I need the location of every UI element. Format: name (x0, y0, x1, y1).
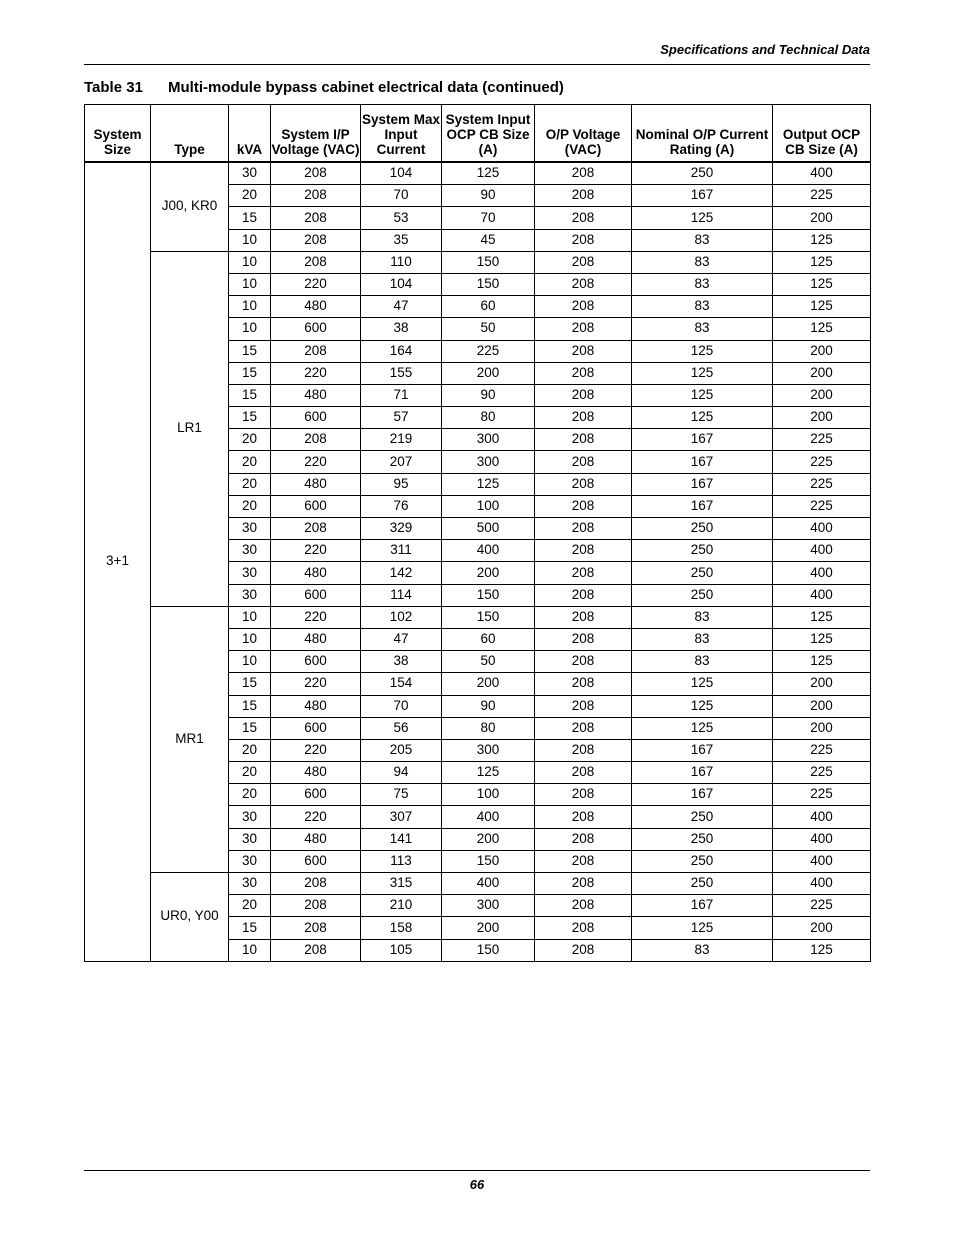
table-cell: 250 (632, 162, 773, 185)
column-header: System Max Input Current (361, 105, 442, 163)
table-cell: 480 (271, 628, 361, 650)
table-cell: 125 (773, 606, 871, 628)
table-cell: 311 (361, 540, 442, 562)
table-cell: 208 (271, 207, 361, 229)
table-cell: 208 (535, 717, 632, 739)
system-size-cell: 3+1 (85, 162, 151, 961)
table-cell: 150 (442, 251, 535, 273)
table-cell: 30 (229, 850, 271, 872)
table-cell: 167 (632, 495, 773, 517)
table-cell: 53 (361, 207, 442, 229)
table-cell: 480 (271, 296, 361, 318)
table-cell: 250 (632, 540, 773, 562)
running-header (84, 42, 870, 65)
table-cell: 208 (535, 628, 632, 650)
table-cell: 480 (271, 828, 361, 850)
table-cell: 10 (229, 296, 271, 318)
table-cell: 10 (229, 251, 271, 273)
table-cell: 20 (229, 495, 271, 517)
table-cell: 220 (271, 606, 361, 628)
table-cell: 208 (271, 939, 361, 961)
table-cell: 208 (535, 518, 632, 540)
type-cell: LR1 (151, 251, 229, 606)
page-number: 66 (469, 1177, 485, 1192)
table-cell: 600 (271, 495, 361, 517)
table-cell: 105 (361, 939, 442, 961)
table-cell: 208 (535, 384, 632, 406)
table-cell: 20 (229, 451, 271, 473)
type-cell: J00, KR0 (151, 162, 229, 251)
table-cell: 225 (773, 784, 871, 806)
table-row (85, 873, 871, 895)
table-cell: 225 (442, 340, 535, 362)
table-cell: 83 (632, 296, 773, 318)
table-cell: 20 (229, 895, 271, 917)
table-cell: 400 (773, 584, 871, 606)
table-cell: 208 (535, 362, 632, 384)
footer-rule (84, 1170, 870, 1171)
table-cell: 208 (535, 762, 632, 784)
table-cell: 500 (442, 518, 535, 540)
table-cell: 125 (632, 340, 773, 362)
table-cell: 75 (361, 784, 442, 806)
table-cell: 30 (229, 873, 271, 895)
table-cell: 400 (442, 873, 535, 895)
table-cell: 208 (535, 739, 632, 761)
table-cell: 167 (632, 451, 773, 473)
table-cell: 200 (442, 562, 535, 584)
table-cell: 208 (535, 185, 632, 207)
table-cell: 125 (773, 939, 871, 961)
table-cell: 208 (271, 340, 361, 362)
table-cell: 225 (773, 185, 871, 207)
table-cell: 20 (229, 739, 271, 761)
table-cell: 70 (361, 185, 442, 207)
table-cell: 80 (442, 407, 535, 429)
table-number: Table 31 (84, 79, 143, 96)
table-cell: 225 (773, 495, 871, 517)
table-cell: 83 (632, 251, 773, 273)
table-cell: 10 (229, 606, 271, 628)
table-cell: 20 (229, 784, 271, 806)
table-cell: 208 (535, 584, 632, 606)
table-cell: 76 (361, 495, 442, 517)
table-cell: 167 (632, 895, 773, 917)
table-cell: 100 (442, 495, 535, 517)
table-cell: 400 (773, 828, 871, 850)
table-cell: 125 (773, 651, 871, 673)
table-cell: 400 (442, 540, 535, 562)
table-cell: 125 (632, 207, 773, 229)
table-cell: 167 (632, 762, 773, 784)
table-cell: 167 (632, 473, 773, 495)
table-cell: 30 (229, 162, 271, 185)
table-cell: 400 (773, 850, 871, 872)
table-cell: 250 (632, 584, 773, 606)
table-cell: 208 (535, 251, 632, 273)
table-cell: 200 (442, 828, 535, 850)
table-cell: 125 (773, 296, 871, 318)
table-cell: 250 (632, 873, 773, 895)
table-cell: 208 (271, 185, 361, 207)
table-cell: 30 (229, 806, 271, 828)
table-cell: 200 (773, 207, 871, 229)
table-cell: 125 (773, 628, 871, 650)
table-cell: 315 (361, 873, 442, 895)
table-cell: 90 (442, 185, 535, 207)
table-cell: 20 (229, 762, 271, 784)
table-cell: 125 (773, 229, 871, 251)
table-cell: 208 (535, 318, 632, 340)
table-cell: 208 (535, 695, 632, 717)
table-cell: 208 (535, 828, 632, 850)
table-cell: 20 (229, 473, 271, 495)
table-cell: 208 (271, 518, 361, 540)
table-cell: 600 (271, 584, 361, 606)
table-cell: 150 (442, 584, 535, 606)
table-cell: 150 (442, 273, 535, 295)
table-cell: 208 (535, 606, 632, 628)
table-cell: 200 (773, 384, 871, 406)
table-cell: 125 (773, 273, 871, 295)
table-cell: 225 (773, 473, 871, 495)
column-header: Nominal O/P Current Rating (A) (632, 105, 773, 163)
table-cell: 208 (535, 273, 632, 295)
table-cell: 15 (229, 407, 271, 429)
table-cell: 102 (361, 606, 442, 628)
table-cell: 83 (632, 606, 773, 628)
table-cell: 154 (361, 673, 442, 695)
table-cell: 167 (632, 739, 773, 761)
column-header: kVA (229, 105, 271, 163)
table-cell: 125 (442, 162, 535, 185)
table-cell: 125 (773, 318, 871, 340)
table-cell: 208 (535, 895, 632, 917)
table-cell: 329 (361, 518, 442, 540)
table-cell: 208 (535, 806, 632, 828)
table-cell: 150 (442, 939, 535, 961)
table-cell: 208 (535, 917, 632, 939)
table-cell: 110 (361, 251, 442, 273)
table-cell: 250 (632, 562, 773, 584)
table-cell: 125 (632, 384, 773, 406)
table-cell: 57 (361, 407, 442, 429)
table-cell: 125 (632, 673, 773, 695)
table-cell: 83 (632, 229, 773, 251)
table-cell: 250 (632, 828, 773, 850)
table-cell: 208 (535, 850, 632, 872)
table-cell: 220 (271, 739, 361, 761)
table-row (85, 606, 871, 628)
table-cell: 208 (535, 784, 632, 806)
table-cell: 208 (535, 939, 632, 961)
table-cell: 56 (361, 717, 442, 739)
table-cell: 70 (361, 695, 442, 717)
table-cell: 104 (361, 162, 442, 185)
table-cell: 15 (229, 695, 271, 717)
table-cell: 250 (632, 850, 773, 872)
table-cell: 10 (229, 651, 271, 673)
table-cell: 400 (773, 540, 871, 562)
table-cell: 125 (442, 473, 535, 495)
table-cell: 200 (773, 340, 871, 362)
table-cell: 30 (229, 540, 271, 562)
table-cell: 400 (442, 806, 535, 828)
table-cell: 125 (442, 762, 535, 784)
table-cell: 400 (773, 518, 871, 540)
table-cell: 141 (361, 828, 442, 850)
table-cell: 225 (773, 429, 871, 451)
table-cell: 220 (271, 806, 361, 828)
table-caption (84, 79, 564, 96)
table-cell: 208 (535, 162, 632, 185)
table-cell: 164 (361, 340, 442, 362)
table-cell: 208 (535, 540, 632, 562)
table-cell: 300 (442, 451, 535, 473)
table-cell: 125 (632, 362, 773, 384)
table-cell: 20 (229, 429, 271, 451)
table-cell: 30 (229, 518, 271, 540)
column-header: Type (151, 105, 229, 163)
table-cell: 208 (271, 251, 361, 273)
table-cell: 167 (632, 784, 773, 806)
table-cell: 155 (361, 362, 442, 384)
table-cell: 225 (773, 762, 871, 784)
table-cell: 480 (271, 762, 361, 784)
table-cell: 225 (773, 895, 871, 917)
table-cell: 125 (632, 917, 773, 939)
table-cell: 158 (361, 917, 442, 939)
table-cell: 94 (361, 762, 442, 784)
table-cell: 220 (271, 540, 361, 562)
table-cell: 307 (361, 806, 442, 828)
table-cell: 208 (535, 673, 632, 695)
table-title: Multi-module bypass cabinet electrical data (continued) (168, 79, 564, 96)
table-cell: 480 (271, 695, 361, 717)
table-cell: 200 (773, 695, 871, 717)
column-header: System I/P Voltage (VAC) (271, 105, 361, 163)
type-cell: UR0, Y00 (151, 873, 229, 962)
table-cell: 208 (535, 429, 632, 451)
table-cell: 47 (361, 296, 442, 318)
table-cell: 208 (535, 296, 632, 318)
section-title: Specifications and Technical Data (660, 42, 870, 57)
table-cell: 600 (271, 651, 361, 673)
table-cell: 200 (442, 362, 535, 384)
table-cell: 35 (361, 229, 442, 251)
column-header: System Input OCP CB Size (A) (442, 105, 535, 163)
table-cell: 150 (442, 606, 535, 628)
table-cell: 250 (632, 806, 773, 828)
table-cell: 104 (361, 273, 442, 295)
table-cell: 95 (361, 473, 442, 495)
table-cell: 10 (229, 229, 271, 251)
table-cell: 15 (229, 207, 271, 229)
table-cell: 30 (229, 828, 271, 850)
table-cell: 38 (361, 651, 442, 673)
table-cell: 600 (271, 850, 361, 872)
table-cell: 208 (271, 917, 361, 939)
table-cell: 167 (632, 185, 773, 207)
column-header: Output OCP CB Size (A) (773, 105, 871, 163)
table-cell: 200 (773, 717, 871, 739)
table-cell: 200 (442, 917, 535, 939)
table-cell: 20 (229, 185, 271, 207)
table-cell: 100 (442, 784, 535, 806)
table-cell: 47 (361, 628, 442, 650)
table-cell: 125 (773, 251, 871, 273)
table-cell: 300 (442, 739, 535, 761)
table-cell: 208 (535, 407, 632, 429)
table-cell: 83 (632, 318, 773, 340)
type-cell: MR1 (151, 606, 229, 872)
table-cell: 15 (229, 384, 271, 406)
table-cell: 38 (361, 318, 442, 340)
table-cell: 208 (535, 229, 632, 251)
table-cell: 15 (229, 362, 271, 384)
table-cell: 208 (535, 562, 632, 584)
table-cell: 142 (361, 562, 442, 584)
table-cell: 125 (632, 717, 773, 739)
table-cell: 300 (442, 429, 535, 451)
table-cell: 125 (632, 695, 773, 717)
table-cell: 30 (229, 562, 271, 584)
table-cell: 125 (632, 407, 773, 429)
table-cell: 50 (442, 651, 535, 673)
table-cell: 150 (442, 850, 535, 872)
table-cell: 10 (229, 628, 271, 650)
table-cell: 208 (271, 229, 361, 251)
table-cell: 208 (535, 651, 632, 673)
table-cell: 220 (271, 362, 361, 384)
table-cell: 200 (773, 407, 871, 429)
table-cell: 400 (773, 562, 871, 584)
table-cell: 90 (442, 695, 535, 717)
table-cell: 71 (361, 384, 442, 406)
table-cell: 208 (271, 873, 361, 895)
table-cell: 208 (271, 895, 361, 917)
table-cell: 600 (271, 784, 361, 806)
table-cell: 83 (632, 628, 773, 650)
table-cell: 480 (271, 473, 361, 495)
table-row (85, 162, 871, 185)
electrical-data-table (84, 104, 871, 962)
table-cell: 225 (773, 451, 871, 473)
table-cell: 480 (271, 562, 361, 584)
table-cell: 114 (361, 584, 442, 606)
table-cell: 200 (773, 917, 871, 939)
table-cell: 200 (442, 673, 535, 695)
table-cell: 60 (442, 296, 535, 318)
table-cell: 208 (535, 873, 632, 895)
table-cell: 220 (271, 673, 361, 695)
table-body (85, 162, 871, 961)
table-cell: 200 (773, 673, 871, 695)
table-cell: 90 (442, 384, 535, 406)
table-cell: 60 (442, 628, 535, 650)
table-cell: 15 (229, 340, 271, 362)
table-cell: 10 (229, 273, 271, 295)
table-cell: 225 (773, 739, 871, 761)
table-cell: 70 (442, 207, 535, 229)
table-cell: 219 (361, 429, 442, 451)
table-cell: 113 (361, 850, 442, 872)
table-cell: 220 (271, 451, 361, 473)
table-cell: 208 (271, 162, 361, 185)
table-cell: 10 (229, 939, 271, 961)
table-cell: 600 (271, 318, 361, 340)
table-cell: 400 (773, 873, 871, 895)
table-cell: 200 (773, 362, 871, 384)
table-cell: 250 (632, 518, 773, 540)
table-cell: 208 (535, 473, 632, 495)
table-cell: 208 (535, 495, 632, 517)
table-cell: 600 (271, 407, 361, 429)
table-cell: 208 (535, 340, 632, 362)
table-cell: 80 (442, 717, 535, 739)
table-cell: 167 (632, 429, 773, 451)
table-cell: 15 (229, 717, 271, 739)
table-cell: 400 (773, 162, 871, 185)
table-cell: 15 (229, 673, 271, 695)
table-cell: 83 (632, 651, 773, 673)
table-cell: 15 (229, 917, 271, 939)
table-cell: 208 (535, 207, 632, 229)
table-cell: 205 (361, 739, 442, 761)
table-row (85, 251, 871, 273)
table-cell: 10 (229, 318, 271, 340)
table-header-row (85, 105, 871, 163)
column-header: System Size (85, 105, 151, 163)
column-header: O/P Voltage (VAC) (535, 105, 632, 163)
table-cell: 300 (442, 895, 535, 917)
table-cell: 45 (442, 229, 535, 251)
table-cell: 208 (271, 429, 361, 451)
table-cell: 480 (271, 384, 361, 406)
table-cell: 50 (442, 318, 535, 340)
table-cell: 83 (632, 939, 773, 961)
table-cell: 30 (229, 584, 271, 606)
table-cell: 600 (271, 717, 361, 739)
table-cell: 207 (361, 451, 442, 473)
table-cell: 208 (535, 451, 632, 473)
table-cell: 210 (361, 895, 442, 917)
table-cell: 220 (271, 273, 361, 295)
table-cell: 83 (632, 273, 773, 295)
table-cell: 400 (773, 806, 871, 828)
